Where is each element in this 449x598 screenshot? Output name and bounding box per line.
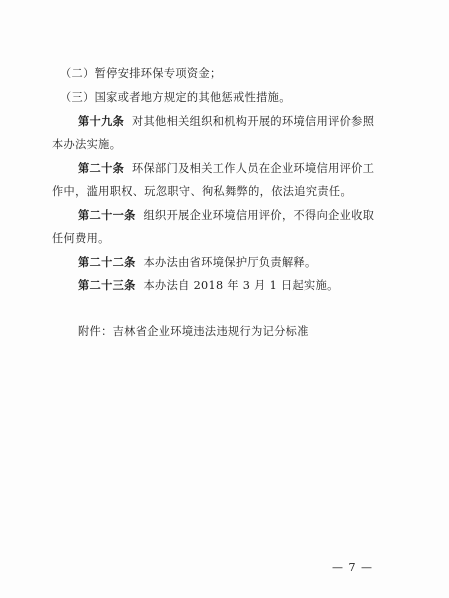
- article-19-text-line2: 本办法实施。: [52, 138, 122, 151]
- article-21-text-line1: 组织开展企业环境信用评价，不得向企业收取: [143, 209, 375, 222]
- article-19-text-line1: 对其他相关组织和机构开展的环境信用评价参照: [131, 115, 375, 128]
- article-20-text-line1: 环保部门及相关工作人员在企业环境信用评价工: [131, 162, 375, 175]
- article-21-label: 第二十一条: [78, 209, 136, 222]
- article-21-text-line2: 任何费用。: [52, 232, 110, 245]
- article-22-text-line1: 本办法由省环境保护厅负责解释。: [143, 256, 317, 269]
- article-20-label: 第二十条: [78, 162, 125, 175]
- attachment-note: 附件：吉林省企业环境违法违规行为记分标准: [78, 325, 309, 338]
- article-23-label: 第二十三条: [78, 279, 136, 292]
- article-19-label: 第十九条: [78, 115, 125, 128]
- article-22: [78, 256, 317, 270]
- article-21: [78, 209, 374, 223]
- article-19: [78, 115, 374, 129]
- article-20-text-line2: 作中，滥用职权、玩忽职守、徇私舞弊的，依法追究责任。: [52, 185, 352, 198]
- page-number: — 7 —: [332, 561, 373, 574]
- article-20: [78, 162, 374, 176]
- article-23: [78, 279, 339, 293]
- article-22-label: 第二十二条: [78, 256, 136, 269]
- item-three: （三）国家或者地方规定的其他惩戒性措施。: [60, 91, 291, 104]
- item-two: （二）暂停安排环保专项资金；: [60, 67, 222, 80]
- article-23-text-line1: 本办法自 2018 年 3 月 1 日起实施。: [143, 279, 339, 292]
